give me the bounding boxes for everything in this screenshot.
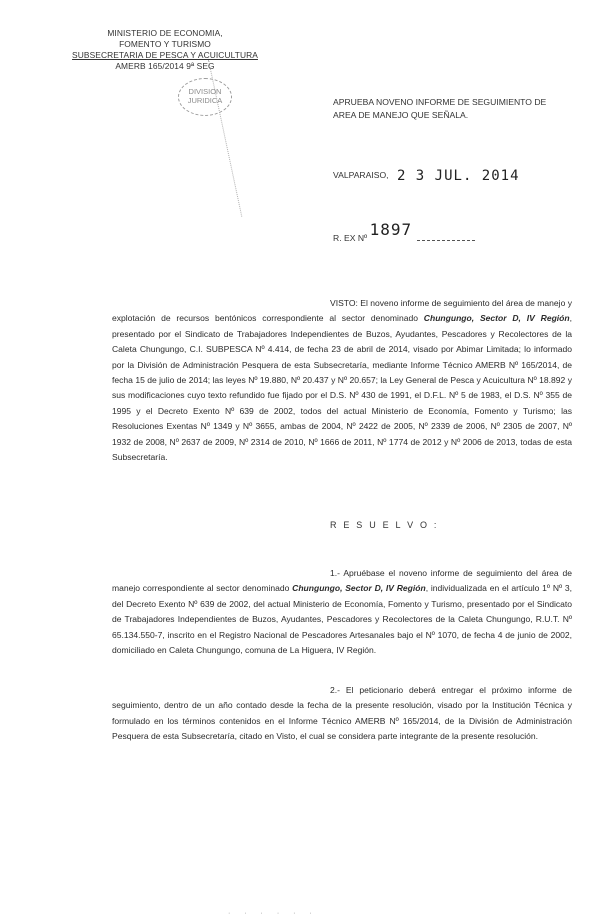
date-stamp: 2 3 JUL. 2014 [396,168,520,184]
point-1-sector: Chungungo, Sector D, IV Región [292,583,426,594]
point-1-lead: 1.- Apruébase el noveno informe de seguimiento [330,568,523,578]
visto-lead: VISTO: El noveno informe de seguimiento del [330,298,504,308]
visto-paragraph [112,296,572,465]
visto-text-1: área de manejo y explotación de recursos bentónicos correspondiente al sector denominado [112,298,573,324]
rex-underline [417,240,475,241]
point-1-text-1: del área de manejo correspondiente al sector denominado [112,568,573,594]
point-2-paragraph [112,683,572,745]
file-reference: AMERB 165/2014 9ª SEG [115,61,215,71]
date-place: VALPARAISO, [333,170,389,180]
rex-label: R. EX Nº [333,233,368,243]
visto-text-2: , presentado por el Sindicato de Trabajadores Independientes de Buzos, Ayudantes, Pescadores y Recolectores de la Caleta Chungungo, C.I. SUBPESCA Nº 4.414, de fecha 23 de abril de 2014, visado por Abimar Limitada; lo informado por la División de Administración Pesquera de esta Subsecretaría, mediante Informe Técnico AMERB Nº 165/2014, de fecha 15 de julio de 2014; las leyes Nº 19.880, Nº 20.437 y Nº 20.657; la Ley General de Pesca y Acuicultura Nº 18.892 y sus modificaciones cuyo texto refundido fue fijado por el D.S. Nº 430 de 1991, el D.F.L. Nº 5 de 1983, el D.S. Nº 355 de 1995 y el Decreto Exento Nº 639 de 2002, todos del actual Ministerio de Economía, Fomento y Turismo; las Resoluciones Exentas Nº 1349 y Nº 3655, ambas de 2004, Nº 2422 de 2005, Nº 2339 de 2006, Nº 2305 de 2007, Nº 1932 de 2008, Nº 2637 de 2009, Nº 2314 de 2010, Nº 1666 de 2011, Nº 1774 de 2012 y Nº 2006 de 2013, todas de esta Subsecretaría. [112,313,573,463]
rex-number: 1897 [369,220,413,239]
document-subject: APRUEBA NOVENO INFORME DE SEGUIMIENTO DE AREA DE MANEJO QUE SEÑALA. [333,97,547,120]
point-2-lead: 2.- El peticionario deberá entregar el próximo [330,685,523,695]
ministry-name-2: FOMENTO Y TURISMO [119,39,211,49]
date-line [333,166,520,182]
point-1-text-2: , individualizada en el artículo 1º Nº 3, del Decreto Exento Nº 639 de 2002, del actual Ministerio de Economía, Fomento y Turismo, presentado por el Sindicato de Trabajadores Independientes de Buzos, Ayudantes, Pescadores y Recolectores de la Caleta Chungungo, R.U.T. Nº 65.134.550-7, inscrito en el Registro Nacional de Pescadores Artesanales bajo el Nº 1070, de fecha 4 de junio de 2002, domiciliado en Caleta Chungungo, comuna de La Higuera, IV Región. [112,583,573,656]
ministry-name: MINISTERIO DE ECONOMIA, [107,28,223,38]
stamp-text-1: DIVISION [188,87,222,96]
resolution-number [333,220,475,245]
juridica-stamp [178,78,232,116]
stamp-text-2: JURIDICA [187,96,223,105]
resuelvo-heading: R E S U E L V O : [330,520,439,530]
point-1-paragraph [112,566,572,658]
subsecretaria-name: SUBSECRETARIA DE PESCA Y ACUICULTURA [72,50,258,60]
point-2-text: informe de seguimiento, dentro de un año contado desde la fecha de la presente resolución, visado por la Institución Técnica y formulado en los términos contenidos en el Informe Técnico AMERB Nº 165/2014, de la División de Administración Pesquera de esta Subsecretaría, citado en Visto, el cual se considera parte integrante de la presente resolución. [112,685,572,742]
page-footer-mark: · · · · · · [228,910,318,917]
visto-sector: Chungungo, Sector D, IV Región [423,313,570,324]
letterhead [60,28,270,72]
